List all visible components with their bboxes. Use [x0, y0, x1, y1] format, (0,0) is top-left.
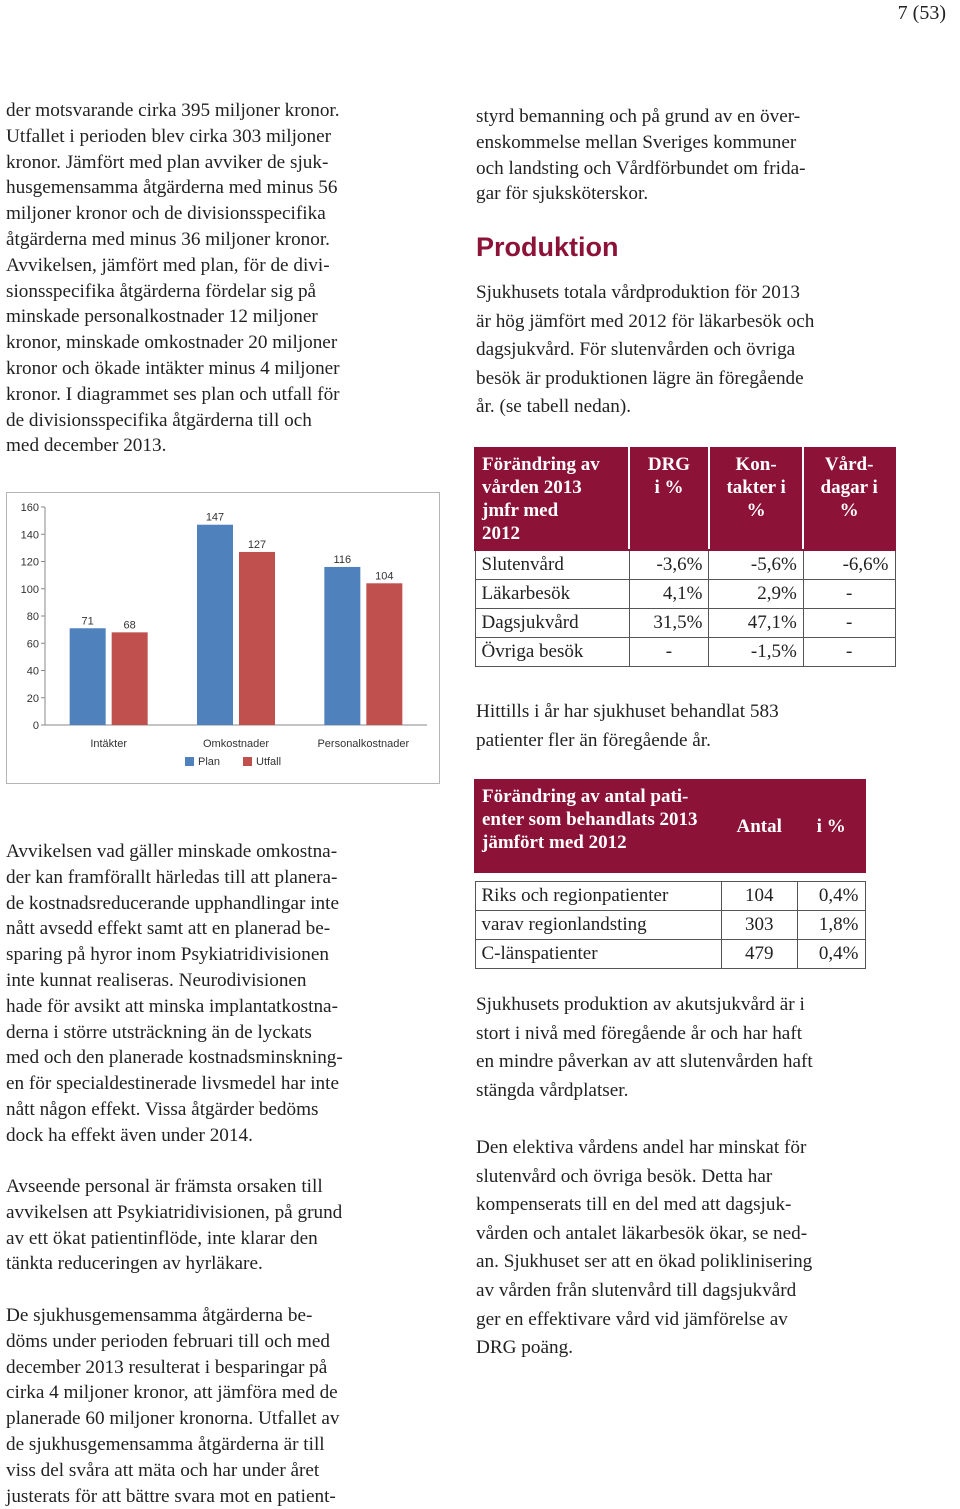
text-line: slutenvård och övriga besök. Detta har	[476, 1165, 773, 1187]
table-cell: -	[803, 609, 895, 638]
text-line: cirka 4 miljoner kronor, att jämföra med de	[6, 1382, 338, 1404]
y-tick-label: 100	[20, 583, 39, 596]
header-line: 2012	[482, 523, 520, 544]
table-cell: -	[803, 580, 895, 609]
header-line: takter i	[726, 477, 786, 498]
y-tick-label: 20	[26, 692, 39, 705]
text-line: Utfallet i perioden blev cirka 303 miljoner	[6, 125, 332, 147]
table-header-cell	[803, 448, 895, 550]
text-line: döms under perioden februari till och med	[6, 1330, 330, 1352]
section-heading-produktion: Produktion	[476, 232, 619, 262]
header-line: %	[839, 500, 859, 521]
text-line: DRG poäng.	[476, 1337, 573, 1359]
text-line: justerats för att bättre svara mot en patient-	[6, 1485, 336, 1507]
y-tick-label: 0	[32, 720, 39, 732]
table-cell: Övriga besök	[475, 638, 629, 667]
category-label: Intäkter	[90, 738, 128, 750]
text-line: Avseende personal är främsta orsaken till	[6, 1176, 323, 1197]
table-header-row	[475, 448, 895, 550]
table-header-cell: i %	[797, 780, 865, 872]
table-cell: Slutenvård	[475, 550, 629, 580]
table-cell: Dagsjukvård	[475, 609, 629, 638]
table-row	[475, 911, 865, 940]
text-line: nått avsedd effekt samt att en planerad be-	[6, 918, 331, 940]
header-line: jämfört med 2012	[482, 832, 627, 853]
table-header-cell	[475, 448, 629, 550]
table-cell: -3,6%	[629, 550, 709, 580]
text-line: besök är produktionen lägre än föregående	[476, 367, 804, 389]
legend-label: Utfall	[256, 756, 282, 768]
table-cell: 4,1%	[629, 580, 709, 609]
right-top-paragraph	[476, 104, 874, 207]
text-line: kronor. I diagrammet ses plan och utfall för	[6, 383, 340, 405]
table-row	[475, 940, 865, 969]
table-cell: 47,1%	[709, 609, 803, 638]
text-line: Den elektiva vårdens andel har minskat för	[476, 1137, 807, 1158]
table-spacer	[475, 872, 865, 882]
data-label: 71	[81, 615, 94, 628]
text-line: och landsting och Vårdförbundet om frida-	[476, 157, 806, 179]
text-line: der motsvarande cirka 395 miljoner kronor.	[6, 100, 340, 121]
header-line: dagar i	[820, 477, 878, 498]
table-row	[475, 609, 895, 638]
data-label: 116	[333, 553, 352, 566]
text-line: dagsjukvård. För slutenvården och övriga	[476, 339, 796, 361]
left-paragraph-3	[6, 1174, 404, 1277]
table-cell: Läkarbesök	[475, 580, 629, 609]
table-cell: 1,8%	[797, 911, 865, 940]
data-label: 127	[247, 538, 267, 551]
text-line: Sjukhusets produktion av akutsjukvård är i	[476, 994, 805, 1015]
elektiv-paragraph	[476, 1134, 874, 1363]
header-line: Förändring av antal pati-	[482, 786, 689, 807]
text-line: avvikelsen att Psykiatridivisionen, på grund	[6, 1201, 343, 1223]
text-line: dock ha effekt även under 2014.	[6, 1124, 253, 1146]
table-row	[475, 550, 895, 580]
text-line: stort i nivå med föregående år och har haft	[476, 1022, 803, 1044]
text-line: kronor, minskade omkostnader 20 miljoner	[6, 332, 338, 354]
text-line: Hittills i år har sjukhuset behandlat 583	[476, 701, 779, 722]
category-label: Personalkostnader	[317, 738, 410, 750]
table-row	[475, 882, 865, 911]
text-line: är hög jämfört med 2012 för läkarbesök och	[476, 310, 815, 332]
table-row	[475, 638, 895, 667]
text-line: inte kunnat realiseras. Neurodivisionen	[6, 969, 307, 991]
text-line: styrd bemanning och på grund av en över-	[476, 106, 801, 127]
header-line: i %	[654, 477, 684, 498]
table-cell: 104	[721, 882, 797, 911]
care-change-table	[474, 447, 896, 667]
table-cell: C-länspatienter	[475, 940, 721, 969]
akut-paragraph	[476, 991, 874, 1105]
header-line: %	[746, 500, 766, 521]
legend-swatch	[243, 757, 252, 766]
table-cell: varav regionlandsting	[475, 911, 721, 940]
text-line: Avvikelsen, jämfört med plan, för de divi-	[6, 254, 330, 276]
text-line: av vården från slutenvård till dagsjukvård	[476, 1279, 797, 1301]
y-tick-label: 140	[20, 529, 39, 542]
category-label: Omkostnader	[202, 738, 270, 750]
left-paragraph-2	[6, 839, 404, 1149]
text-line: husgemensamma åtgärderna med minus 56	[6, 177, 338, 199]
bar-utfall	[239, 552, 275, 725]
text-line: planerade 60 miljoner kronorna. Utfallet av	[6, 1408, 340, 1430]
table-cell: 2,9%	[709, 580, 803, 609]
table-cell: -1,5%	[709, 638, 803, 667]
data-label: 147	[205, 511, 225, 524]
table-header-cell: Antal	[721, 780, 797, 872]
table-cell: -5,6%	[709, 550, 803, 580]
text-line: de sjukhusgemensamma åtgärderna är till	[6, 1433, 325, 1455]
text-line: an. Sjukhuset ser att en ökad poliklinisering	[476, 1251, 813, 1273]
table-cell: Riks och regionpatienter	[475, 882, 721, 911]
bar-plan	[70, 628, 106, 725]
table-cell: 479	[721, 940, 797, 969]
text-line: de divisionsspecifika åtgärderna till och	[6, 409, 312, 431]
y-tick-label: 60	[26, 638, 39, 651]
text-line: patienter fler än föregående år.	[476, 730, 711, 751]
table-cell: 303	[721, 911, 797, 940]
text-line: nått någon effekt. Vissa åtgärder bedöms	[6, 1098, 319, 1120]
page-number: 7 (53)	[897, 2, 946, 24]
bar-chart-svg	[7, 493, 439, 783]
text-line: kronor och ökade intäkter minus 4 miljoner	[6, 357, 340, 379]
y-tick-label: 160	[20, 502, 39, 514]
bar-plan	[197, 525, 233, 725]
table-cell: -	[803, 638, 895, 667]
text-line: december 2013 resulterat i besparingar på	[6, 1356, 328, 1378]
header-line: Vård-	[824, 454, 874, 475]
legend-label: Plan	[198, 756, 221, 768]
header-line: Kon-	[735, 454, 777, 475]
text-line: der kan framförallt härledas till att planera-	[6, 866, 338, 888]
left-top-paragraph	[6, 98, 404, 459]
text-line: ger en effektivare vård vid jämförelse av	[476, 1308, 788, 1330]
y-tick-label: 120	[20, 556, 39, 569]
plan-utfall-chart	[6, 492, 440, 784]
y-tick-label: 40	[26, 665, 39, 678]
text-line: derna i större utsträckning än de lyckats	[6, 1021, 312, 1043]
table-header-row	[475, 780, 865, 872]
text-line: enskommelse mellan Sveriges kommuner	[476, 131, 797, 153]
header-line: Förändring av	[482, 454, 600, 475]
text-line: kompenserats till en del med att dagsjuk-	[476, 1194, 792, 1216]
text-line: tänkta reduceringen av hyrläkare.	[6, 1253, 263, 1275]
text-line: viss del svåra att mäta och har under året	[6, 1459, 320, 1481]
data-label: 104	[375, 570, 394, 583]
text-line: miljoner kronor och de divisionsspecifika	[6, 203, 326, 225]
text-line: en mindre påverkan av att slutenvården haft	[476, 1051, 813, 1073]
table-cell: 0,4%	[797, 940, 865, 969]
text-line: hade för avsikt att minska implantatkostna-	[6, 995, 338, 1017]
text-line: vården och antalet läkarbesök ökar, se ned-	[476, 1222, 808, 1244]
text-line: sparing på hyror inom Psykiatridivisionen	[6, 944, 329, 966]
table-header-cell	[709, 448, 803, 550]
table-cell: -6,6%	[803, 550, 895, 580]
bar-utfall	[112, 632, 148, 725]
text-line: åtgärderna med minus 36 miljoner kronor.	[6, 228, 330, 250]
text-line: med december 2013.	[6, 435, 167, 457]
text-line: de kostnadsreducerande upphandlingar inte	[6, 892, 339, 914]
table-header-cell	[629, 448, 709, 550]
table-cell: 31,5%	[629, 609, 709, 638]
header-line: jmfr med	[482, 500, 559, 521]
header-line: vården 2013	[482, 477, 582, 498]
table-header-cell	[475, 780, 721, 872]
patients-paragraph	[476, 697, 874, 755]
header-line: enter som behandlats 2013	[482, 809, 698, 830]
y-tick-label: 80	[26, 611, 39, 623]
bar-utfall	[366, 583, 402, 725]
left-paragraph-4	[6, 1303, 404, 1509]
table-cell: 0,4%	[797, 882, 865, 911]
header-line: DRG	[647, 454, 691, 475]
text-line: Avvikelsen vad gäller minskade omkostna-	[6, 841, 338, 862]
data-label: 68	[123, 619, 136, 632]
text-line: av ett ökat patientinflöde, inte klarar den	[6, 1227, 318, 1249]
patient-count-table	[474, 779, 866, 969]
table-cell: -	[629, 638, 709, 667]
table-row	[475, 580, 895, 609]
legend-swatch	[185, 757, 194, 766]
text-line: minskade personalkostnader 12 miljoner	[6, 306, 318, 328]
text-line: kronor. Jämfört med plan avviker de sjuk-	[6, 151, 329, 173]
text-line: stängda vårdplatser.	[476, 1079, 629, 1101]
text-line: en för specialdestinerade livsmedel har inte	[6, 1073, 339, 1095]
bar-plan	[324, 567, 360, 725]
produktion-paragraph	[476, 279, 874, 422]
spacer-cell	[475, 872, 865, 882]
text-line: med och den planerade kostnadsminskning-	[6, 1047, 343, 1069]
text-line: år. (se tabell nedan).	[476, 396, 632, 418]
text-line: sionsspecifika åtgärderna fördelar sig på	[6, 280, 317, 302]
text-line: De sjukhusgemensamma åtgärderna be-	[6, 1305, 313, 1326]
text-line: Sjukhusets totala vårdproduktion för 2013	[476, 282, 801, 303]
text-line: gar för sjuksköterskor.	[476, 183, 649, 205]
